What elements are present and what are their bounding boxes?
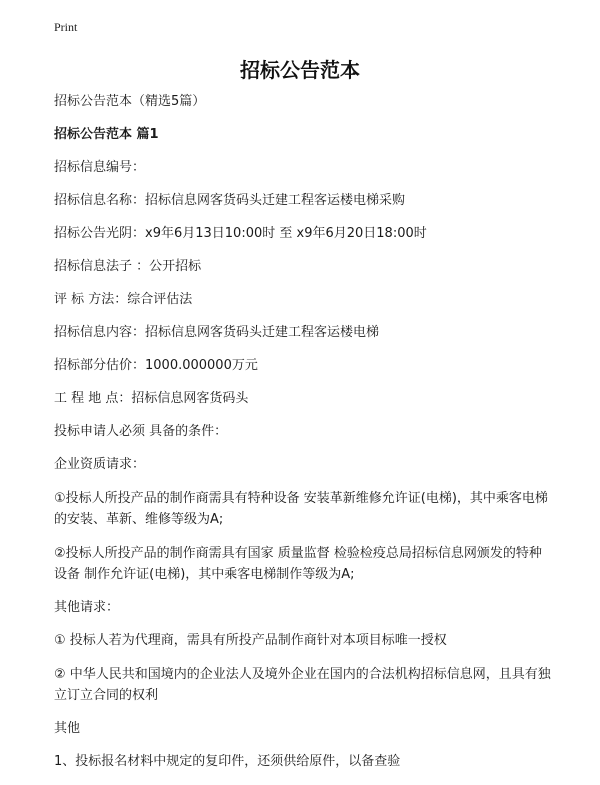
other-requirement-2: ② 中华人民共和国境内的企业法人及境外企业在国内的合法机构招标信息网，且具有独立订立合同的权利	[54, 667, 551, 703]
other-requirements-heading: 其他请求：	[54, 600, 120, 615]
section-heading: 招标公告范本 篇1	[54, 127, 159, 142]
field-bid-period: 招标公告光阴：x9年6月13日10:00时 至 x9年6月20日18:00时	[54, 226, 427, 241]
other-requirement-1: ① 投标人若为代理商，需具有所投产品制作商针对本项目标唯一授权	[54, 633, 447, 648]
qualification-heading: 企业资质请求：	[54, 457, 146, 472]
field-estimate: 招标部分估价：1000.000000万元	[54, 358, 258, 373]
field-bid-content: 招标信息内容：招标信息网客货码头迁建工程客运楼电梯	[54, 325, 380, 340]
field-evaluation-method: 评 标 方法：综合评估法	[54, 292, 193, 307]
doc-subtitle: 招标公告范本（精选5篇）	[54, 94, 206, 109]
qualification-item-1: ①投标人所投产品的制作商需具有特种设备 安装革新维修允许证(电梯)，其中乘客电梯的安装、革新、维修等级为A;	[54, 491, 548, 527]
field-bid-name: 招标信息名称：招标信息网客货码头迁建工程客运楼电梯采购	[54, 193, 406, 208]
qualification-item-2: ②投标人所投产品的制作商需具有国家 质量监督 检验检疫总局招标信息网颁发的特种设备 制作允许证(电梯)，其中乘客电梯制作等级为A;	[54, 546, 542, 582]
document-title: 招标公告范本	[240, 58, 360, 82]
other-item-1: 1、投标报名材料中规定的复印件，还须供给原件，以备查验	[54, 754, 401, 769]
print-label: Print	[54, 20, 78, 34]
field-bid-number: 招标信息编号：	[54, 160, 146, 175]
field-location: 工 程 地 点：招标信息网客货码头	[54, 391, 249, 406]
document-body	[54, 92, 554, 785]
other-heading: 其他	[54, 721, 81, 736]
field-bid-method: 招标信息法子 ：公开招标	[54, 259, 202, 274]
requirements-heading: 投标申请人必须 具备的条件：	[54, 424, 228, 439]
